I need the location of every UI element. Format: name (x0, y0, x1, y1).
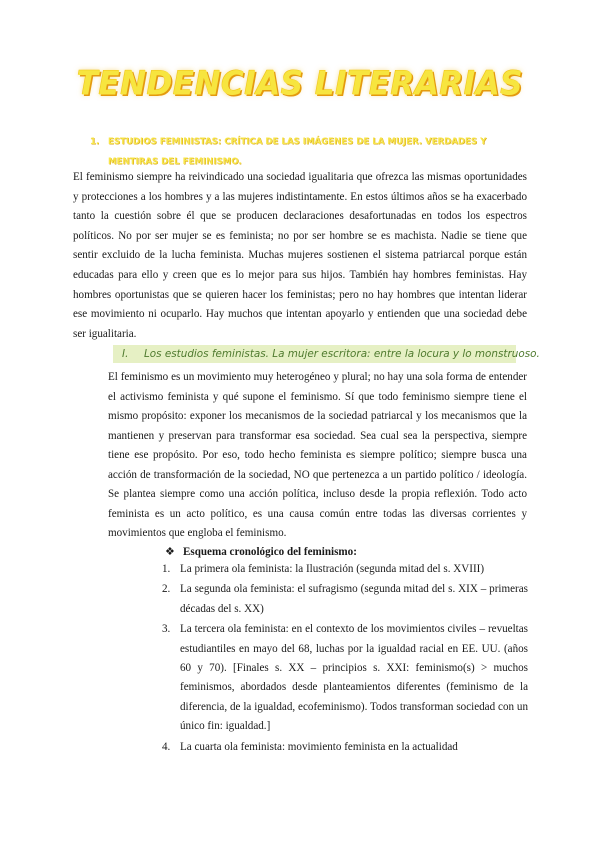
list-item-text: La tercera ola feminista: en el contexto de los movimientos civiles – revueltas estudiantiles en mayo del 68, luchas por la igualdad racial en EE. UU. (años 60 y 70). [Finales s. XX – principios s. XXI: feminismo(s) > muchos feminismos, abordados desde planteamientos diferentes (feminismo de la diferencia, de la igualdad, ecofeminismo). Todos transforman sociedad con un único fin: igualdad.] (180, 623, 528, 733)
list-item-text: La cuarta ola feminista: movimiento feminista en la actualidad (180, 740, 458, 753)
scheme-heading (165, 543, 525, 561)
list-item-number: 2. (162, 583, 171, 596)
list-item (162, 560, 528, 579)
list-item-number: 1. (162, 563, 171, 575)
subsection-paragraph: El feminismo es un movimiento muy heterogéneo y plural; no hay una sola forma de entender el activismo feminista y qué supone el feminismo. Sí que todo feminismo siempre tiene el mismo propósito: exponer los mecanismos de la sociedad patriarcal y los mecanismos que la mantienen y preservan para transformar esa sociedad. Sea cual sea la perspectiva, siempre tiene ese propósito. Por eso, todo hecho feminista es siempre político; siempre busca una acción de transformación de la sociedad, NO que pertenezca a un partido político / ideología. Se plantea siempre como una acción política, incluso desde la propia reflexión. Todo acto feminista es un acto político, es una causa común entre todas las diversas corrientes y movimientos que engloba el feminismo. (108, 371, 527, 539)
page-title: TENDENCIAS LITERARIAS (76, 65, 524, 103)
list-item-number: 4. (162, 740, 171, 753)
section-1-heading (90, 132, 530, 172)
scheme-heading-text: Esquema cronológico del feminismo: (183, 546, 357, 558)
list-item (162, 738, 528, 757)
section-1-paragraph: El feminismo siempre ha reivindicado una sociedad igualitaria que ofrezca las mismas oportunidades y protecciones a los hombres y a las mujeres indistintamente. En estos últimos años se ha exacerbado tanto la cuestión sobre él que se producen declaraciones desafortunadas en todos los espectros políticos. No por ser mujer se es feminista; no por ser hombre se es machista. Nadie se tiene que sentir excluido de la lucha feminista. Muchas mujeres sostienen el sistema patriarcal porque están educadas para ello y creen que es lo mejor para sus hijos. También hay hombres feministas. Hay hombres oportunistas que se quieren hacer los feministas; pero no hay hombres que intentan liderar ese movimiento ni ocuparlo. Hay muchos que intentan apoyarlo y entienden que una sociedad debe ser igualitaria. (73, 171, 527, 340)
section-1-heading-text: ESTUDIOS FEMINISTAS: CRÍTICA DE LAS IMÁGENES DE LA MUJER. VERDADES Y MENTIRAS DEL FEMINISMO. (108, 137, 487, 167)
subsection-heading-text: Los estudios feministas. La mujer escritora: entre la locura y lo monstruoso. (144, 348, 540, 360)
list-item (162, 620, 528, 736)
subsection-heading (122, 346, 540, 362)
chronology-list (162, 560, 528, 758)
list-item-text: La segunda ola feminista: el sufragismo (segunda mitad del s. XIX – primeras décadas del s. XX) (180, 583, 528, 615)
section-1-number: 1. (90, 137, 100, 147)
list-item (162, 580, 528, 619)
list-item-number: 3. (162, 623, 171, 636)
subsection-numeral: I. (122, 348, 129, 360)
diamond-bullet-icon: ❖ (165, 546, 175, 558)
list-item-text: La primera ola feminista: la Ilustración (segunda mitad del s. XVIII) (180, 563, 485, 575)
